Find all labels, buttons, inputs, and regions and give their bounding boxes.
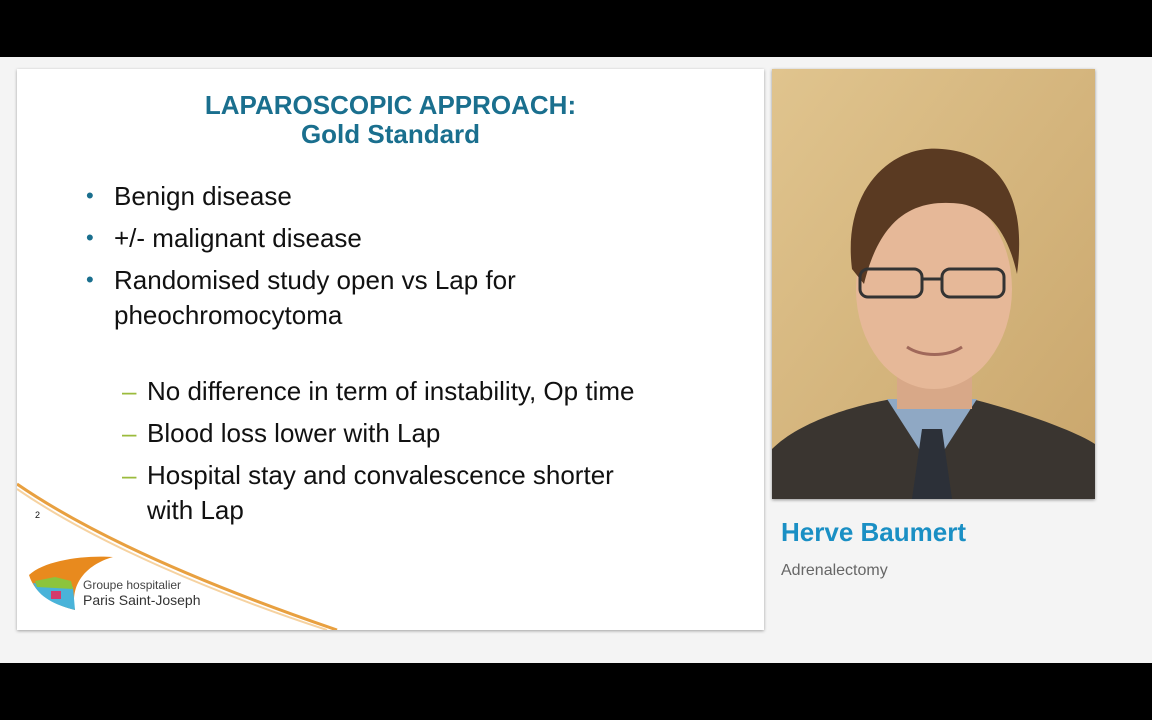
dash-icon: –: [122, 418, 137, 448]
swoosh-decoration: [17, 69, 764, 630]
presenter-name: Herve Baumert: [781, 517, 966, 547]
slide: [17, 69, 764, 630]
title-line-1: LAPAROSCOPIC APPROACH:: [204, 90, 577, 120]
logo-line-1: Groupe hospitalier: [83, 578, 182, 592]
presenter-photo: [772, 69, 1095, 499]
presentation-topic: Adrenalectomy: [781, 562, 888, 579]
bullet-continuation: pheochromocytoma: [114, 300, 343, 330]
bullet-dot-icon: •: [86, 267, 94, 292]
sub-bullet: [122, 374, 635, 409]
sub-bullet-text: Hospital stay and convalescence shorter: [147, 460, 614, 490]
sub-bullet-text: No difference in term of instability, Op time: [147, 376, 635, 406]
bullet-text: Benign disease: [114, 181, 292, 211]
bullet-dot-icon: •: [86, 225, 94, 250]
bullet-text: Randomised study open vs Lap for: [114, 265, 516, 295]
title-line-2: Gold Standard: [300, 119, 481, 149]
slide-title: [17, 91, 764, 149]
sub-bullet: [122, 416, 441, 451]
sub-bullet-text: Blood loss lower with Lap: [147, 418, 441, 448]
bullet: [86, 221, 362, 255]
logo-line-2: Paris Saint-Joseph: [83, 592, 201, 608]
bullet: [86, 179, 292, 213]
bullet-text: +/- malignant disease: [114, 223, 362, 253]
dash-icon: –: [122, 460, 137, 490]
player-stage: [0, 57, 1152, 663]
page-number: 2: [35, 510, 41, 520]
sub-bullet-continuation: with Lap: [147, 495, 244, 525]
bullet: [86, 263, 516, 297]
dash-icon: –: [122, 376, 137, 406]
sub-bullet: [122, 458, 614, 493]
bullet-dot-icon: •: [86, 183, 94, 208]
